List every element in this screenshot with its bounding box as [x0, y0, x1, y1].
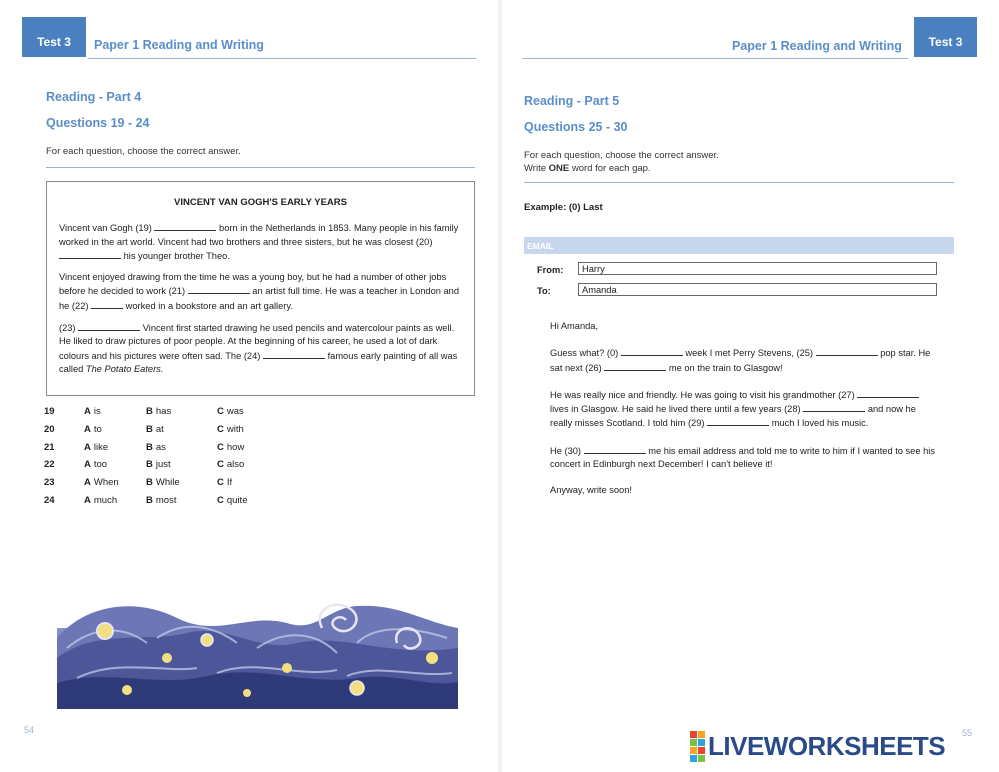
section-divider: [46, 167, 475, 168]
option-letter: B: [146, 459, 153, 471]
gap-26[interactable]: [604, 361, 666, 371]
liveworksheets-logo: [690, 731, 945, 761]
article-text: an artist full time. He was a teacher in London and he (22): [59, 286, 460, 311]
email-text: much I loved his music.: [771, 418, 869, 429]
option-letter: B: [146, 441, 153, 453]
gap-19[interactable]: [154, 221, 216, 231]
instruction-line: For each question, choose the correct answer.: [524, 150, 719, 161]
option-text: to: [93, 424, 102, 436]
answer-options: [44, 403, 304, 509]
article-text: his younger brother Theo.: [123, 250, 230, 261]
option-text: with: [226, 424, 244, 436]
article-paragraph: [59, 221, 462, 263]
option-a[interactable]: [84, 424, 146, 435]
instruction-emphasis: ONE: [548, 163, 570, 174]
gap-28[interactable]: [803, 402, 865, 412]
option-b[interactable]: [146, 459, 217, 470]
article-text: (23): [59, 323, 76, 334]
option-row: [44, 421, 304, 439]
email-text: Guess what? (0): [550, 348, 619, 359]
email-signoff: Anyway, write soon!: [550, 485, 632, 496]
article-text: Vincent enjoyed drawing from the time he was a young boy, but he had a number of other jobs before he decided to work (21): [59, 272, 447, 297]
article-text: Vincent first started drawing he used pencils and watercolour paints as well. He liked to draw pictures of poor people. At the beginning of his career, he used a lot of dark colours and his pictures were often sad. The (24): [59, 323, 455, 361]
email-body: [550, 320, 940, 511]
option-a[interactable]: [84, 459, 146, 470]
section-divider: [524, 182, 954, 183]
option-letter: C: [217, 477, 224, 489]
option-text: at: [155, 424, 164, 436]
test-tab: Test 3: [914, 17, 977, 57]
article-text: famous early painting of all was called: [59, 350, 458, 374]
option-text: just: [155, 459, 171, 471]
email-text: me on the train to Glasgow!: [668, 362, 783, 373]
question-number: 24: [44, 494, 55, 506]
question-number: 23: [44, 477, 55, 489]
gap-30[interactable]: [584, 444, 646, 454]
logo-wordmark: LIVEWORKSHEETS: [708, 730, 946, 761]
option-b[interactable]: [146, 477, 217, 488]
option-row: [44, 491, 304, 509]
gap-23[interactable]: [78, 321, 140, 331]
option-letter: A: [84, 477, 91, 489]
gap-24[interactable]: [263, 349, 325, 359]
option-b[interactable]: [146, 495, 217, 506]
option-text: most: [155, 494, 177, 506]
section-heading: Reading - Part 5: [524, 94, 620, 108]
option-text: like: [93, 441, 109, 453]
option-text: When: [93, 477, 119, 489]
from-field: Harry: [578, 262, 937, 275]
option-text: was: [226, 406, 244, 418]
option-letter: C: [217, 494, 224, 506]
option-c[interactable]: [217, 477, 277, 488]
option-letter: C: [217, 406, 224, 418]
option-text: is: [93, 406, 101, 418]
option-a[interactable]: [84, 495, 146, 506]
email-text: me his email address and told me to write to him if I wanted to see his concert in Edinburgh next December! I can't believe it!: [550, 445, 935, 470]
option-row: [44, 438, 304, 456]
option-letter: C: [217, 459, 224, 471]
gap-29[interactable]: [707, 416, 769, 426]
option-row: [44, 456, 304, 474]
question-number: 21: [44, 441, 55, 453]
email-text: He (30): [550, 445, 582, 456]
paper-title: Paper 1 Reading and Writing: [94, 38, 264, 52]
option-letter: A: [84, 424, 91, 436]
instruction-line: [524, 162, 719, 175]
option-c[interactable]: [217, 424, 277, 435]
email-greeting: Hi Amanda,: [550, 321, 599, 331]
instruction-text: For each question, choose the correct answer.: [46, 146, 241, 157]
to-field: Amanda: [578, 283, 937, 296]
page-number: 54: [24, 725, 35, 735]
section-heading: Reading - Part 4: [46, 90, 142, 104]
email-header-bar: EMAIL: [524, 237, 954, 254]
email-text: week I met Perry Stevens, (25): [685, 348, 814, 359]
option-letter: A: [84, 459, 91, 471]
option-letter: B: [146, 477, 153, 489]
option-c[interactable]: [217, 442, 277, 453]
option-text: how: [226, 441, 245, 453]
gap-27[interactable]: [857, 388, 919, 398]
questions-heading: Questions 19 - 24: [46, 116, 150, 130]
question-number: 19: [44, 406, 55, 418]
from-label: From:: [537, 265, 564, 275]
option-letter: B: [146, 406, 153, 418]
option-c[interactable]: [217, 495, 277, 506]
option-b[interactable]: [146, 442, 217, 453]
article-text: worked in a bookstore and an art gallery.: [125, 300, 293, 311]
option-a[interactable]: [84, 406, 146, 417]
option-text: too: [93, 459, 108, 471]
instruction-part: Write: [524, 163, 546, 174]
article-title: VINCENT VAN GOGH'S EARLY YEARS: [174, 197, 347, 208]
option-row: [44, 403, 304, 421]
to-label: To:: [537, 286, 551, 296]
starry-night-illustration: [57, 598, 458, 709]
gap-25[interactable]: [816, 346, 878, 356]
right-page: [500, 0, 999, 772]
article-paragraph: [59, 271, 462, 313]
email-text: pop star. He sat next (26): [550, 348, 931, 373]
option-text: quite: [226, 494, 248, 506]
option-text: also: [226, 459, 245, 471]
test-tab: Test 3: [22, 17, 86, 57]
option-letter: C: [217, 441, 224, 453]
option-letter: B: [146, 494, 153, 506]
option-b[interactable]: [146, 424, 217, 435]
article-text: born in the Netherlands in 1853. Many people in his family worked in the art world. Vincent had two brothers and three sisters, but he was closest (20): [59, 223, 459, 247]
email-paragraph: [550, 346, 940, 375]
article-paragraph: [59, 321, 462, 376]
gap-0[interactable]: [621, 346, 683, 356]
logo-grid-icon: [690, 731, 705, 762]
question-number: 20: [44, 424, 55, 436]
option-c[interactable]: [217, 459, 277, 470]
option-text: much: [93, 494, 118, 506]
header-divider: [88, 58, 476, 59]
page-number: 55: [962, 728, 973, 738]
option-a[interactable]: [84, 477, 146, 488]
option-text: While: [155, 477, 180, 489]
option-text: has: [155, 406, 172, 418]
email-text: He was really nice and friendly. He was going to visit his grandmother (27): [550, 389, 855, 400]
gap-21[interactable]: [188, 284, 250, 294]
option-text: If: [226, 477, 233, 489]
option-b[interactable]: [146, 406, 217, 417]
example-answer: Example: (0) Last: [524, 202, 603, 213]
instruction-text: [524, 149, 719, 175]
gap-20[interactable]: [59, 249, 121, 259]
option-row: [44, 474, 304, 492]
option-text: as: [155, 441, 166, 453]
painting-title: The Potato Eaters.: [85, 363, 164, 374]
option-letter: A: [84, 494, 91, 506]
questions-heading: Questions 25 - 30: [524, 120, 628, 134]
instruction-part: word for each gap.: [571, 163, 651, 174]
option-letter: A: [84, 406, 91, 418]
gap-22[interactable]: [91, 299, 123, 309]
reading-article: [46, 181, 475, 396]
email-paragraph: [550, 444, 940, 472]
option-c[interactable]: [217, 406, 277, 417]
email-paragraph: [550, 388, 940, 431]
option-letter: A: [84, 441, 91, 453]
email-text: and now he really misses Scotland. I told him (29): [550, 404, 916, 429]
article-text: Vincent van Gogh (19): [59, 223, 152, 234]
paper-title: Paper 1 Reading and Writing: [732, 39, 902, 53]
email-text: lives in Glasgow. He said he lived there until a few years (28): [550, 404, 801, 415]
header-divider: [522, 58, 908, 59]
option-letter: C: [217, 424, 224, 436]
question-number: 22: [44, 459, 55, 471]
option-letter: B: [146, 424, 153, 436]
option-a[interactable]: [84, 442, 146, 453]
